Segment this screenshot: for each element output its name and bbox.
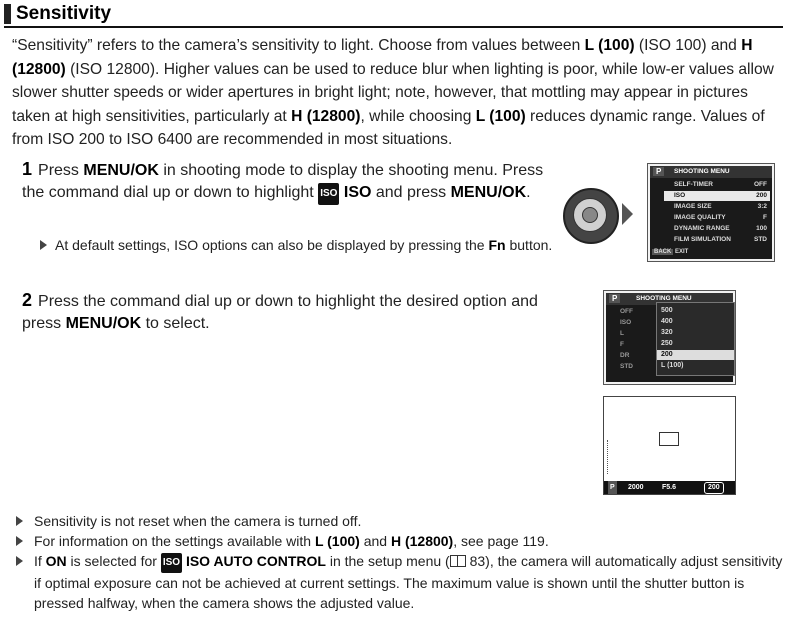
bullet-arrow-icon — [16, 516, 23, 526]
iso-option: 320 — [661, 329, 673, 336]
menu-row-value: 3:2 — [757, 203, 767, 210]
exposure-scale — [607, 440, 614, 474]
menu-row — [664, 235, 770, 245]
iso-option: 200 — [657, 350, 734, 360]
menu-row — [664, 202, 770, 212]
menu-row — [664, 191, 770, 201]
menu-row-label: ISO — [674, 192, 686, 199]
intro-paragraph: “Sensitivity” refers to the camera’s sensitivity to light. Choose from values between L (100) (ISO 100) and H (12800) (ISO 12800). Higher values can be used to reduce blur when lighting is poor, while low-er values allow slower shutter speeds or wider apertures in bright light; note, however, that mottling may appear in pictures taken at high sensitivities, particularly at H (12800), while choosing L (100) reduces dynamic range. Values of from ISO 200 to ISO 6400 are recommended in most situations. — [12, 37, 774, 148]
bullet-arrow-icon — [40, 240, 47, 250]
note-item: If ON is selected for ISO ISO AUTO CONTROL in the setup menu ( 83), the camera will automatically adjust sensitivity if optimal exposure can not be achieved at current settings. The maximum value is shown until the shutter button is pressed halfway, when the camera shows the adjusted value. — [16, 551, 786, 613]
back-label: BACK — [654, 249, 672, 255]
mode-p: P — [653, 167, 664, 176]
iso-option: 400 — [661, 318, 673, 325]
aperture: F5.6 — [662, 484, 677, 491]
step-1-note: At default settings, ISO options can also be displayed by pressing the Fn button. — [40, 235, 556, 255]
menu-row-value: 200 — [756, 192, 767, 199]
menu-left-item: F — [620, 341, 624, 348]
menu-title: SHOOTING MENU — [674, 168, 730, 175]
iso-icon: ISO — [318, 183, 339, 205]
menu-left-item: STD — [620, 363, 633, 370]
page-title: Sensitivity — [16, 3, 112, 24]
mode-p: P — [608, 481, 617, 494]
command-dial-icon — [563, 188, 619, 244]
iso-value: 200 — [704, 482, 724, 494]
note-item: For information on the settings available with L (100) and H (12800), see page 119. — [16, 531, 786, 551]
menu-left-item: OFF — [620, 308, 633, 315]
menu-left-item: L — [620, 330, 624, 337]
menu-row — [664, 224, 770, 234]
menu-row-value: STD — [754, 236, 767, 243]
menu-row — [664, 180, 770, 190]
shutter-speed: 2000 — [628, 484, 644, 491]
bullet-arrow-icon — [16, 536, 23, 546]
iso-option: 500 — [661, 307, 673, 314]
bullet-arrow-icon — [16, 556, 23, 566]
menu-row-label: SELF-TIMER — [674, 181, 713, 188]
menu-row-label: IMAGE QUALITY — [674, 214, 726, 221]
menu-row-value: OFF — [754, 181, 767, 188]
step-2: 2 Press the command dial up or down to highlight the desired option and press MENU/OK to select. — [22, 290, 538, 332]
screen-iso-options — [603, 290, 736, 385]
heading-bar — [4, 4, 11, 24]
exit-label: EXIT — [675, 249, 689, 255]
menu-row — [664, 213, 770, 223]
menu-row-label: DYNAMIC RANGE — [674, 225, 730, 232]
menu-left-item: ISO — [620, 319, 632, 326]
step-1: 1 Press MENU/OK in shooting mode to display the shooting menu. Press the command dial up or down to highlight ISO ISO and press MENU/OK. — [22, 158, 556, 205]
focus-frame — [659, 432, 679, 446]
menu-left-item: DR — [620, 352, 630, 359]
menu-row-value: 100 — [756, 225, 767, 232]
arrow-right-icon — [622, 203, 633, 225]
book-icon — [450, 555, 466, 567]
iso-option: L (100) — [661, 362, 684, 369]
screen-shooting-menu — [647, 163, 775, 262]
menu-row-label: IMAGE SIZE — [674, 203, 712, 210]
mode-p: P — [609, 294, 620, 303]
menu-row-value: F — [763, 214, 767, 221]
notes-list — [16, 511, 786, 613]
note-item: Sensitivity is not reset when the camera is turned off. — [16, 511, 786, 531]
iso-option: 250 — [661, 340, 673, 347]
screen-live-view — [603, 396, 736, 495]
section-heading — [4, 2, 783, 28]
menu-title: SHOOTING MENU — [636, 295, 692, 302]
iso-icon: ISO — [161, 553, 182, 573]
menu-row-label: FILM SIMULATION — [674, 236, 731, 243]
